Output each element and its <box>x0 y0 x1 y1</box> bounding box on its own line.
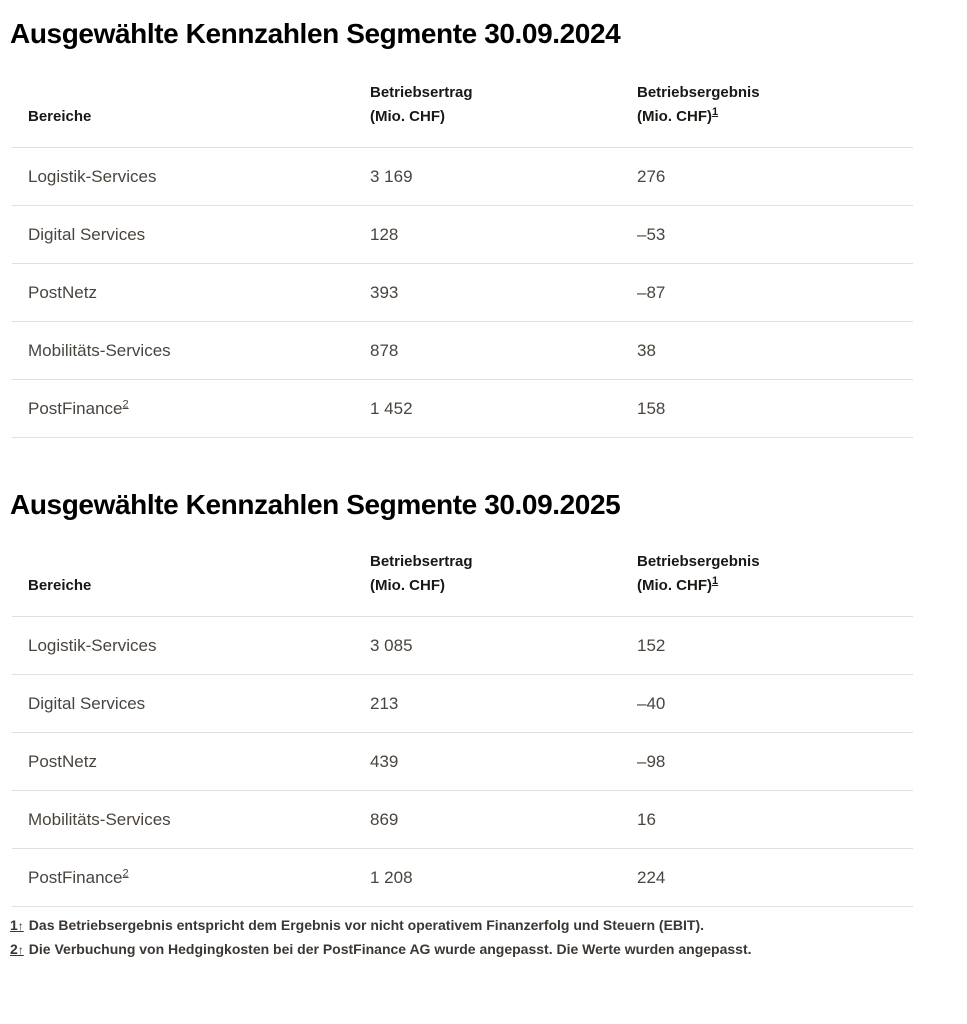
column-header-betriebsertrag <box>370 49 637 148</box>
cell-bereich: Logistik-Services <box>12 617 370 675</box>
footnote-ref-2 <box>123 867 129 879</box>
column-header-label: Bereiche <box>28 108 92 125</box>
footnote-ref-2 <box>123 398 129 410</box>
column-header-unit: (Mio. CHF) <box>370 577 445 594</box>
cell-betriebsergebnis: 16 <box>637 791 913 849</box>
column-header-unit: (Mio. CHF) <box>370 108 445 125</box>
header-row <box>12 520 913 617</box>
cell-bereich: Digital Services <box>12 206 370 264</box>
column-header-label: Betriebsertrag <box>370 84 473 101</box>
table-title-2024: Ausgewählte Kennzahlen Segmente 30.09.2024 <box>10 18 621 49</box>
footnote-1 <box>10 914 967 938</box>
table-header-2025 <box>12 520 913 617</box>
footnotes <box>10 914 967 962</box>
up-arrow-icon: ↑ <box>17 943 24 957</box>
footnote-2-text: Die Verbuchung von Hedgingkosten bei der PostFinance AG wurde angepasst. Die Werte wurden angepasst. <box>28 941 752 957</box>
table-row <box>12 148 913 206</box>
bereich-label: PostFinance <box>28 398 123 418</box>
cell-betriebsertrag: 128 <box>370 206 637 264</box>
footnote-2-backlink[interactable] <box>10 941 24 957</box>
footnote-1-text: Das Betriebsergebnis entspricht dem Ergebnis vor nicht operativem Finanzerfolg und Steuern (EBIT). <box>28 917 705 933</box>
table-row <box>12 675 913 733</box>
table-row <box>12 206 913 264</box>
footnote-1-link[interactable]: 1 <box>711 106 719 118</box>
column-header-label: Bereiche <box>28 577 92 594</box>
cell-betriebsergebnis: –53 <box>637 206 913 264</box>
footnote-1-backlink[interactable] <box>10 917 24 933</box>
cell-betriebsertrag: 1 208 <box>370 849 637 907</box>
cell-bereich: Mobilitäts-Services <box>12 791 370 849</box>
footnote-marker: 1 <box>10 917 18 933</box>
cell-betriebsergebnis: –98 <box>637 733 913 791</box>
cell-bereich: Logistik-Services <box>12 148 370 206</box>
cell-betriebsergebnis: 276 <box>637 148 913 206</box>
segment-section-2024 <box>0 19 967 438</box>
table-row <box>12 733 913 791</box>
cell-betriebsergebnis: 38 <box>637 322 913 380</box>
up-arrow-icon: ↑ <box>17 919 24 933</box>
cell-betriebsertrag: 213 <box>370 675 637 733</box>
bereich-label: PostFinance <box>28 867 123 887</box>
table-row <box>12 791 913 849</box>
cell-bereich: PostNetz <box>12 733 370 791</box>
footnote-2 <box>10 938 967 962</box>
cell-bereich <box>12 380 370 438</box>
table-header-2024 <box>12 49 913 148</box>
cell-betriebsergebnis: –40 <box>637 675 913 733</box>
kennzahlen-table-2025 <box>12 520 913 907</box>
footnote-2-link[interactable]: 2 <box>122 397 129 410</box>
column-header-label: Betriebsergebnis <box>637 553 760 570</box>
column-header-bereiche <box>12 49 370 148</box>
table-row <box>12 617 913 675</box>
column-header-betriebsertrag <box>370 520 637 617</box>
cell-betriebsertrag: 393 <box>370 264 637 322</box>
column-header-betriebsergebnis <box>637 520 913 617</box>
cell-betriebsertrag: 3 085 <box>370 617 637 675</box>
column-header-betriebsergebnis <box>637 49 913 148</box>
unit-label: (Mio. CHF) <box>637 108 712 125</box>
cell-betriebsertrag: 878 <box>370 322 637 380</box>
table-row <box>12 322 913 380</box>
cell-bereich <box>12 849 370 907</box>
table-row <box>12 380 913 438</box>
table-row <box>12 264 913 322</box>
cell-betriebsergebnis: 224 <box>637 849 913 907</box>
cell-betriebsertrag: 439 <box>370 733 637 791</box>
column-header-label: Betriebsergebnis <box>637 84 760 101</box>
column-header-label: Betriebsertrag <box>370 553 473 570</box>
segment-section-2025 <box>0 490 967 907</box>
table-body-2024 <box>12 148 913 438</box>
cell-betriebsergebnis: 158 <box>637 380 913 438</box>
footnote-marker: 2 <box>10 941 18 957</box>
footnote-2-link[interactable]: 2 <box>122 866 129 879</box>
column-header-unit <box>637 574 913 598</box>
column-header-bereiche <box>12 520 370 617</box>
cell-bereich: Digital Services <box>12 675 370 733</box>
cell-betriebsergebnis: –87 <box>637 264 913 322</box>
footnote-1-link[interactable]: 1 <box>711 575 719 587</box>
cell-bereich: PostNetz <box>12 264 370 322</box>
kennzahlen-table-2024 <box>12 49 913 438</box>
table-title-2025: Ausgewählte Kennzahlen Segmente 30.09.2025 <box>10 489 621 520</box>
table-row <box>12 849 913 907</box>
unit-label: (Mio. CHF) <box>637 577 712 594</box>
column-header-unit <box>637 105 913 129</box>
cell-betriebsertrag: 869 <box>370 791 637 849</box>
cell-bereich: Mobilitäts-Services <box>12 322 370 380</box>
table-body-2025 <box>12 617 913 907</box>
cell-betriebsertrag: 3 169 <box>370 148 637 206</box>
cell-betriebsertrag: 1 452 <box>370 380 637 438</box>
cell-betriebsergebnis: 152 <box>637 617 913 675</box>
footnote-ref-1 <box>712 106 718 118</box>
header-row <box>12 49 913 148</box>
footnote-ref-1 <box>712 575 718 587</box>
